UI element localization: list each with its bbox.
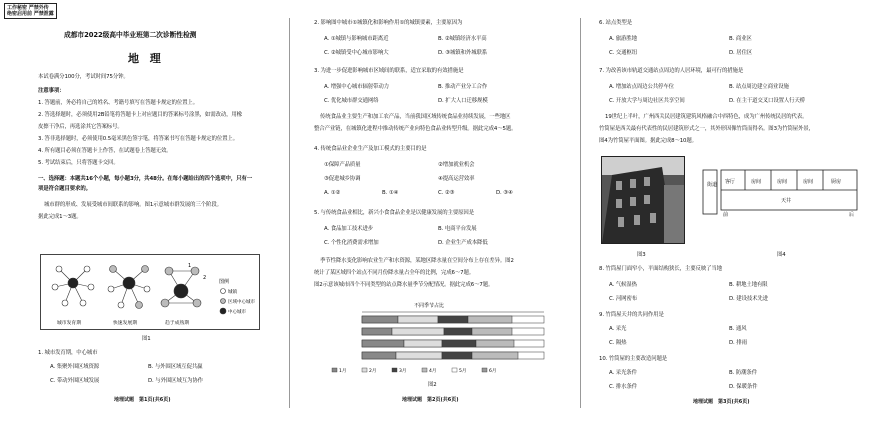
q3-option-b: B. 推动产业分工合作 xyxy=(438,84,488,90)
fig1-legend-regional: 区域中心城市 xyxy=(228,300,255,305)
q8-option-c: C. 河网密布 xyxy=(609,296,638,302)
page-footer: 地理试题 第2页(共6页) xyxy=(402,397,459,403)
q2-option-c: C. ②城镇受中心城市影响大 xyxy=(324,50,389,56)
q1-option-a: A. 集聚外围区域资源 xyxy=(50,364,100,370)
notice-item: 1. 答题前，务必将自己的姓名、考籍号填写在答题卡规定的位置上。 xyxy=(38,100,198,106)
q5-option-b: B. 电商平台发展 xyxy=(438,226,477,232)
intro-text: 据此完成1～3题。 xyxy=(38,214,82,220)
q8-option-a: A. 气候湿热 xyxy=(609,282,637,288)
q2-option-a: A. ①城镇与影响城市距离近 xyxy=(324,36,389,42)
confidential-stamp xyxy=(4,3,57,19)
urban-cluster-diagram xyxy=(41,255,259,329)
notice-item: 皮擦干净后，再选涂其它答案标号。 xyxy=(38,124,123,130)
q4-option-c: C. ②③ xyxy=(438,190,455,196)
chart-legend: 1月 xyxy=(339,369,347,374)
exam-page-1 xyxy=(0,0,288,421)
stamp-line: 绝密启用前 严禁泄露 xyxy=(7,11,54,17)
chart-legend: 6月 xyxy=(489,369,497,374)
q9-option-c: C. 隔热 xyxy=(609,340,627,346)
fp-front: 前 xyxy=(723,212,729,218)
notice-item: 3. 答非选择题时，必须使用0.5毫米黑色签字笔，将答案书写在答题卡规定的位置上。 xyxy=(38,136,239,142)
figure-2-caption: 图2 xyxy=(428,382,437,388)
figure-1-caption: 图1 xyxy=(142,336,151,342)
question-9: 9. 竹筒屋天井的共同作用是 xyxy=(599,312,664,318)
q8-option-b: B. 耕地土地有限 xyxy=(729,282,768,288)
q4-item: ①保障产品质量 xyxy=(324,162,361,168)
exam-meta: 本试卷满分100分，考试时间75分钟。 xyxy=(38,74,129,80)
chart-legend: 2月 xyxy=(369,369,377,374)
intro-text: 图2示意该城市四个不同类型的站点降水量季节分配情况。据此完成6～7题。 xyxy=(314,282,494,288)
fig1-label-1: 1 xyxy=(188,263,192,269)
q9-option-b: B. 通风 xyxy=(729,326,747,332)
chart-legend: 4月 xyxy=(429,369,437,374)
page-divider xyxy=(289,18,290,408)
q2-option-d: D. ③城镇和外城联系 xyxy=(438,50,488,56)
fp-street: 街道 xyxy=(707,182,718,188)
q10-option-d: D. 保暖条件 xyxy=(729,384,758,390)
fp-room: 厨房 xyxy=(831,179,842,185)
fp-room: 房间 xyxy=(803,179,814,185)
fig1-legend-title: 图例 xyxy=(219,279,230,285)
fig1-legend-town: 城镇 xyxy=(228,290,237,295)
exam-header: 成都市2022级高中毕业班第二次诊断性检测 xyxy=(64,31,197,39)
figure-3-caption: 图3 xyxy=(637,252,646,258)
intro-text: 图4为竹筒屋平面图。据此完成8～10题。 xyxy=(599,138,697,144)
question-8: 8. 竹筒屋门面窄小，平面结构狭长，主要反映了当地 xyxy=(599,266,722,272)
q5-option-a: A. 食品加工技术进步 xyxy=(324,226,374,232)
figure-3-photo xyxy=(601,156,685,244)
bamboo-house-photo xyxy=(602,157,684,243)
chart-title: 不同季节占比 xyxy=(414,303,445,309)
figure-4-floorplan xyxy=(701,166,861,218)
q2-option-b: B. ②城镇经济水平高 xyxy=(438,36,487,42)
q4-item: ④提高运营效率 xyxy=(438,176,475,182)
q6-option-a: A. 旅游胜地 xyxy=(609,36,637,42)
q4-option-b: B. ①④ xyxy=(382,190,399,196)
intro-text: 季节性降水变化影响农业生产和水资源，某地区降水量在空间分布上存在差异。图2 xyxy=(320,258,514,264)
question-10: 10. 竹筒屋的主要改造问题是 xyxy=(599,356,668,362)
notice-item: 4. 所有题目必须在答题卡上作答，在试题卷上答题无效。 xyxy=(38,148,172,154)
q4-item: ③促进城乡协调 xyxy=(324,176,361,182)
q9-option-a: A. 采光 xyxy=(609,326,627,332)
question-5: 5. 与传统食品业相比，新兴小食食品企业是以健康发展的主要原因是 xyxy=(314,210,474,216)
q4-option-a: A. ①② xyxy=(324,190,341,196)
fig1-stage-2: 快速发展期 xyxy=(113,321,137,326)
figure-1-urban-cluster xyxy=(40,254,260,330)
question-2: 2. 影响图中城市①城镇化和影响作用①的城镇要素，主要原因为 xyxy=(314,20,463,26)
question-4: 4. 传统食品业企业生产及加工模式的主要目的是 xyxy=(314,146,427,152)
figure-2-chart xyxy=(322,298,548,378)
exam-page-2 xyxy=(292,0,578,421)
q10-option-a: A. 采光条件 xyxy=(609,370,637,376)
q5-option-d: D. 企业生产成本降低 xyxy=(438,240,488,246)
intro-text: 19世纪上半叶，广州西关民居建筑建筑风格融合中西特色，成为广州传统民居的代表。 xyxy=(605,114,808,120)
section-title-cont: 项是符合题目要求的。 xyxy=(38,186,91,192)
fig1-legend-central: 中心城市 xyxy=(228,310,246,315)
notice-item: 2. 答选择题时，必须使用2B铅笔将答题卡上对应题目的答案标号涂黑，如需改动，用橡 xyxy=(38,112,242,118)
page-divider xyxy=(580,18,581,408)
stamp-line: 工作秘密 严禁外传 xyxy=(7,5,49,11)
notice-item: 5. 考试结束后，只将答题卡交回。 xyxy=(38,160,119,166)
intro-text: 竹筒屋是西关最有代表性的民居建筑形式之一，其外形因像竹筒而得名。图3为竹筒屋外景， xyxy=(599,126,814,132)
fp-room: 客厅 xyxy=(725,179,736,185)
q7-option-b: B. 站点周边建立商业设施 xyxy=(729,84,789,90)
question-7: 7. 为改善该市轨道交通站点周边的人居环境，最可行的措施是 xyxy=(599,68,744,74)
subject-title: 地 理 xyxy=(128,52,161,65)
intro-text: 整合产业链，在城镇化进程中推动传统产业向特色食品业转型升级。据此完成4～5题。 xyxy=(314,126,517,132)
intro-text: 城市群的形成、发展受城市间联系的影响。图1示意城市群发展的三个阶段。 xyxy=(44,202,222,208)
exam-page-3 xyxy=(583,0,870,421)
question-1: 1. 城市发育期，中心城市 xyxy=(38,350,98,356)
fig1-label-2: 2 xyxy=(203,275,207,281)
q1-option-b: B. 与外围区域互促共赢 xyxy=(148,364,203,370)
fig1-stage-1: 城市发育期 xyxy=(57,321,81,326)
floorplan-diagram xyxy=(701,166,861,218)
fp-back: 后 xyxy=(849,212,855,218)
q3-option-d: D. 扩大人口迁移规模 xyxy=(438,98,488,104)
q10-option-c: C. 排水条件 xyxy=(609,384,638,390)
q7-option-a: A. 增加站点周边公共停车位 xyxy=(609,84,674,90)
notice-title: 注意事项： xyxy=(38,88,65,94)
q6-option-d: D. 居住区 xyxy=(729,50,753,56)
q5-option-c: C. 个性化消费需求增加 xyxy=(324,240,379,246)
q1-option-d: D. 与外围区域互为协作 xyxy=(148,378,203,384)
q6-option-b: B. 商业区 xyxy=(729,36,752,42)
q7-option-c: C. 开放大学与周边社区共享空间 xyxy=(609,98,685,104)
intro-text: 传统食品业主要生产和加工农产品，当前我国区域传统食品业持续发展，一些地区 xyxy=(320,114,511,120)
intro-text: 统计了某区域四个站点不同月份降水量占全年的比例，完成6～7题。 xyxy=(314,270,475,276)
q4-item: ②增加就业机会 xyxy=(438,162,475,168)
question-6: 6. 站点类型是 xyxy=(599,20,633,26)
q6-option-c: C. 交通枢纽 xyxy=(609,50,638,56)
q8-option-d: D. 建设技术先进 xyxy=(729,296,769,302)
q4-option-d: D. ③④ xyxy=(496,190,513,196)
figure-4-caption: 图4 xyxy=(777,252,786,258)
q3-option-a: A. 增强中心城市辐射带动力 xyxy=(324,84,389,90)
fp-room: 房间 xyxy=(751,179,762,185)
question-3: 3. 为进一步促进影响城市区域间的联系，适宜采取的有效措施是 xyxy=(314,68,464,74)
q9-option-d: D. 排雨 xyxy=(729,340,747,346)
fig1-stage-3: 趋于成熟期 xyxy=(165,321,189,326)
q3-option-c: C. 优化城市群交通网络 xyxy=(324,98,379,104)
page-footer: 地理试题 第1页(共6页) xyxy=(114,397,171,403)
fp-courtyard: 天井 xyxy=(781,198,792,204)
q7-option-d: D. 在主干道交叉口设置人行天桥 xyxy=(729,98,806,104)
stacked-bar-chart xyxy=(322,298,548,378)
chart-legend: 5月 xyxy=(459,369,467,374)
page-footer: 地理试题 第3页(共6页) xyxy=(693,399,750,405)
chart-legend: 3月 xyxy=(399,369,407,374)
q10-option-b: B. 防潮条件 xyxy=(729,370,757,376)
fp-room: 房间 xyxy=(777,179,788,185)
q1-option-c: C. 带动外围区域发展 xyxy=(50,378,100,384)
section-title: 一、选择题：本题共16个小题，每小题3分，共48分。在每小题给出的四个选项中，只有一 xyxy=(38,176,253,182)
